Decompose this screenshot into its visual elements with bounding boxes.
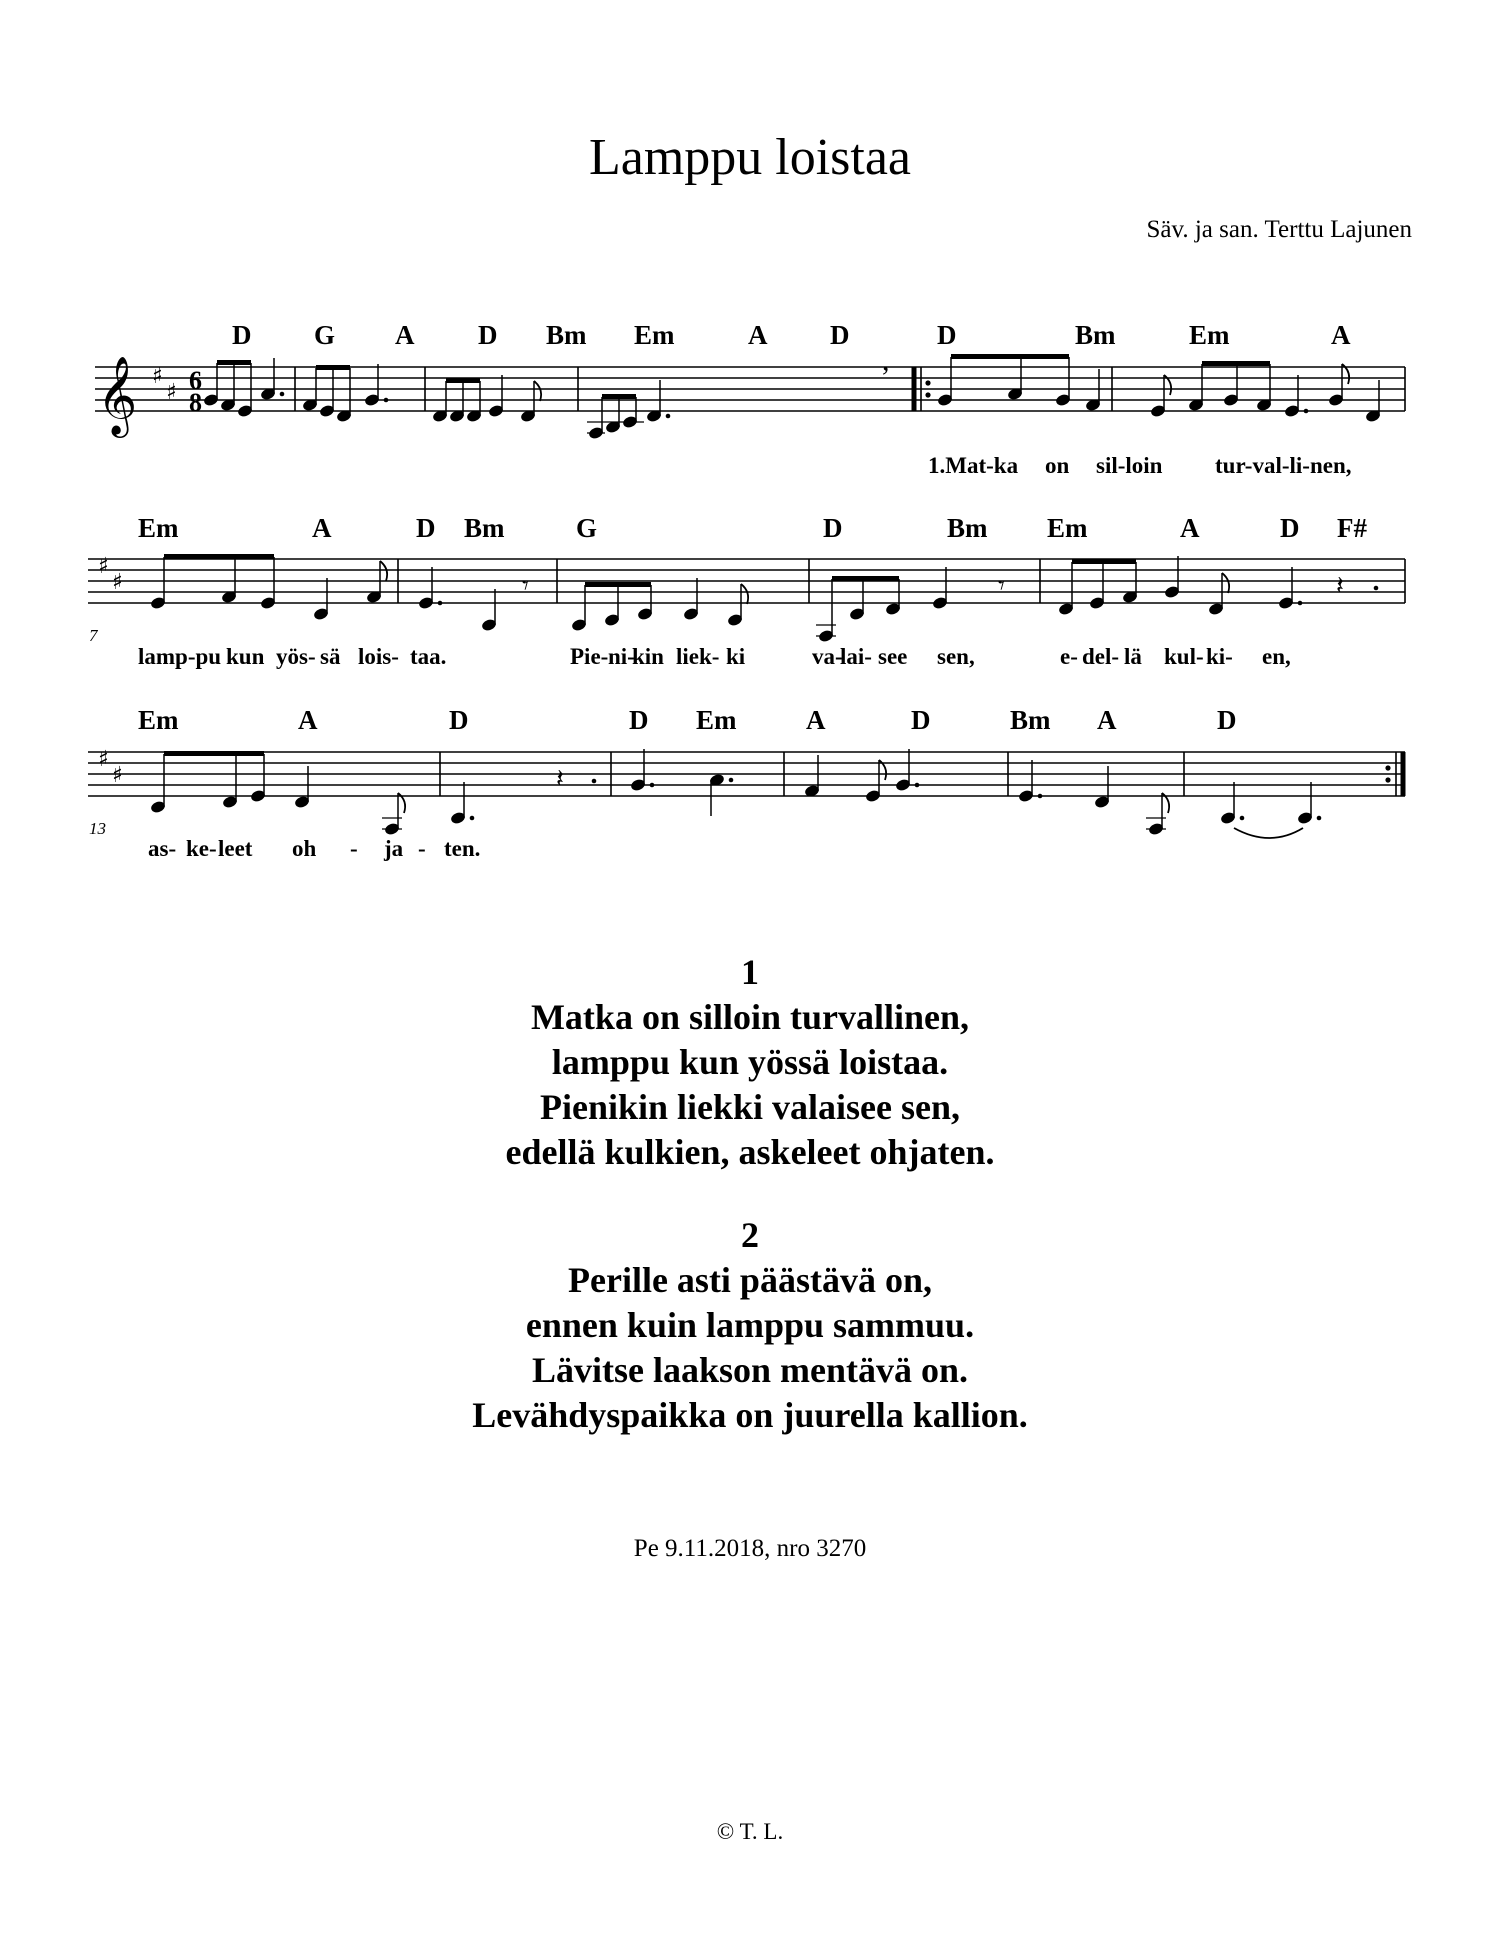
chords-system-3 [138, 705, 1237, 735]
lyric: del- [1082, 644, 1120, 669]
lyric: kun [226, 644, 265, 669]
time-sig-top: 6 [189, 366, 202, 395]
verse-line: Perille asti päästävä on, [568, 1260, 932, 1300]
chord: D [416, 513, 436, 543]
verse-2 [0, 1213, 1500, 1438]
chord: D [232, 320, 252, 350]
chord: A [1180, 513, 1200, 543]
chord: G [576, 513, 598, 543]
chord: A [1097, 705, 1117, 735]
staff-system-1 [95, 344, 1405, 440]
date-and-number: Pe 9.11.2018, nro 3270 [633, 1535, 867, 1562]
chord: D [823, 513, 843, 543]
lyric: e- [1060, 644, 1078, 669]
lyric: kul- [1164, 644, 1204, 669]
lyric: leet [218, 836, 253, 861]
copyright: © T. L. [716, 1819, 784, 1844]
chord: D [937, 320, 957, 350]
lyric: ki- [1206, 644, 1233, 669]
sharp-icon: ♯ [152, 364, 163, 389]
lyric: 1.Mat-ka [928, 453, 1019, 478]
author-credit: Säv. ja san. Terttu Lajunen [1146, 216, 1412, 243]
lyric: lä [1124, 644, 1142, 669]
sharp-icon: ♯ [166, 380, 177, 405]
notes-system-2 [150, 554, 1378, 643]
lyric: sä [320, 644, 341, 669]
lyric: ni- [608, 644, 635, 669]
chord: D [1280, 513, 1300, 543]
lyric: ki [726, 644, 746, 669]
svg-text:𝄾: 𝄾 [998, 571, 1005, 601]
lyric: oh [292, 836, 317, 861]
chord: F# [1337, 513, 1367, 543]
lyric: liek- [676, 644, 720, 669]
song-title: Lamppu loistaa [588, 129, 912, 186]
sheet-music [0, 0, 1500, 900]
chord: D [629, 705, 649, 735]
staff-lines [95, 367, 1405, 411]
chord: Bm [464, 513, 505, 543]
verse-number: 1 [741, 952, 759, 992]
measure-2 [302, 364, 388, 423]
sharp-icon: ♯ [98, 554, 109, 579]
chord: Bm [947, 513, 988, 543]
svg-text:𝄽: 𝄽 [556, 764, 564, 794]
lyric: yös- [276, 644, 316, 669]
sharp-icon: ♯ [98, 747, 109, 772]
chord: G [314, 320, 336, 350]
chord: A [1331, 320, 1351, 350]
sharp-icon: ♯ [112, 570, 123, 595]
chord: A [748, 320, 768, 350]
chord: D [830, 320, 850, 350]
measure-5 [937, 354, 1100, 412]
svg-text:,: , [882, 344, 890, 377]
lyric: lai- [840, 644, 872, 669]
lyric: ke- [186, 836, 217, 861]
chord: Em [1189, 320, 1230, 350]
lyric: en, [1262, 644, 1291, 669]
verse-line: Lävitse laakson mentävä on. [531, 1350, 969, 1390]
staff-system-3 [88, 747, 1405, 838]
measure-3 [432, 375, 541, 423]
verse-line: Matka on silloin turvallinen, [530, 997, 970, 1037]
chords-system-1 [232, 320, 1351, 350]
verse-1 [0, 950, 1500, 1175]
lyric: on [1045, 453, 1070, 478]
chord: Bm [546, 320, 587, 350]
verse-line: Pienikin liekki valaisee sen, [539, 1087, 961, 1127]
chord: A [298, 705, 318, 735]
chord: D [1217, 705, 1237, 735]
chord: A [806, 705, 826, 735]
lyric: ten. [444, 836, 481, 861]
chord: Em [1047, 513, 1088, 543]
chord: D [449, 705, 469, 735]
svg-text:𝄾: 𝄾 [522, 571, 529, 601]
measure-7 [1328, 364, 1380, 423]
lyric: see [878, 644, 908, 669]
lyric: lamp-pu [138, 644, 222, 669]
chord: Bm [1075, 320, 1116, 350]
chord: D [478, 320, 498, 350]
lyric: sil-loin [1096, 453, 1163, 478]
lyric: sen, [937, 644, 975, 669]
lyric: kin [632, 644, 664, 669]
treble-clef-icon: 𝄞 [97, 356, 138, 435]
lyrics-system-1 [928, 453, 1352, 478]
measure-number: 13 [89, 819, 106, 838]
chord: A [395, 320, 415, 350]
measure-number: 7 [89, 626, 98, 645]
verse-line: lamppu kun yössä loistaa. [551, 1042, 949, 1082]
verse-line: ennen kuin lamppu sammuu. [525, 1305, 975, 1345]
verse-number: 2 [741, 1215, 759, 1255]
lyrics-system-2 [138, 644, 1291, 669]
time-sig-bottom: 8 [189, 388, 202, 417]
chord: Em [138, 513, 179, 543]
chord: A [312, 513, 332, 543]
chord: Em [696, 705, 737, 735]
lyric: lois- [358, 644, 399, 669]
verses [0, 950, 1500, 1476]
chord: Em [138, 705, 179, 735]
lyric: va- [812, 644, 843, 669]
lyric: Pie- [570, 644, 609, 669]
lyric: tur-val-li-nen, [1215, 453, 1352, 478]
lyrics-system-3 [148, 836, 480, 861]
chords-system-2 [138, 513, 1367, 543]
chord: D [911, 705, 931, 735]
lyric: as- [148, 836, 177, 861]
lyric: taa. [410, 644, 447, 669]
chord: Bm [1010, 705, 1051, 735]
sharp-icon: ♯ [112, 763, 123, 788]
verse-line: Levähdyspaikka on juurella kallion. [472, 1395, 1028, 1435]
chord: Em [634, 320, 675, 350]
verse-line: edellä kulkien, askeleet ohjaten. [505, 1132, 995, 1172]
lyric: - [418, 836, 426, 861]
lyric: - [350, 836, 358, 861]
staff-system-2 [88, 554, 1405, 645]
svg-text:𝄽: 𝄽 [1336, 571, 1344, 601]
lyric: ja [384, 836, 404, 861]
